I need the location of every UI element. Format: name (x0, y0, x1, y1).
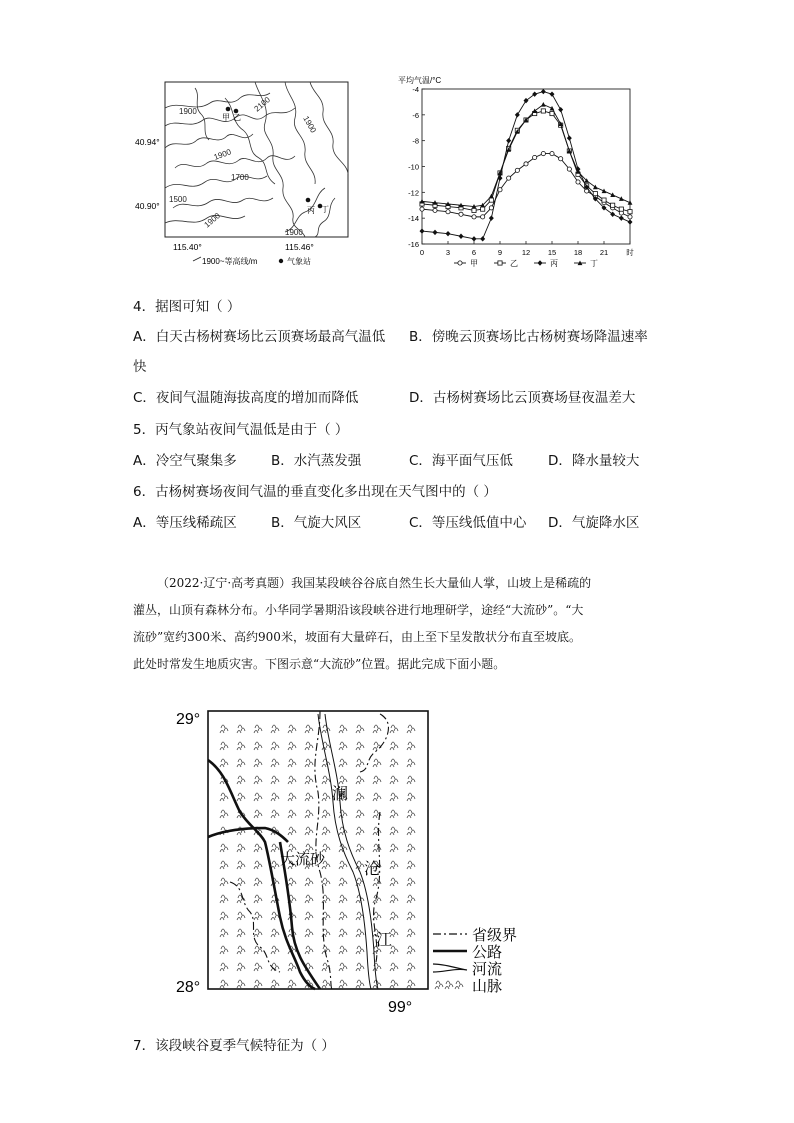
q6-option-c[interactable]: C．等压线低值中心 (409, 515, 527, 531)
mountain-icon (288, 963, 296, 971)
x-tick-label: 时 (626, 248, 634, 257)
mountain-icon (254, 844, 262, 852)
mountain-icon (407, 827, 415, 835)
mountain-icon (390, 912, 398, 920)
data-point (459, 212, 463, 216)
data-point (576, 180, 580, 184)
q5-option-a[interactable]: A．冷空气聚集多 (133, 453, 237, 469)
lat-label-2: 40.90° (135, 201, 160, 211)
legend-station-dot (279, 259, 283, 263)
mountain-icon (288, 980, 296, 988)
lon-label-2: 115.46° (285, 242, 314, 252)
mountain-icon (271, 725, 279, 733)
mountain-icon (271, 861, 279, 869)
legend-contour: 1900~等高线/m (202, 257, 258, 266)
mountain-icon (373, 742, 381, 750)
mountain-icon (339, 861, 347, 869)
mountain-icon (254, 895, 262, 903)
mountain-icon (407, 963, 415, 971)
mountain-icon (271, 929, 279, 937)
data-point (481, 207, 485, 211)
mountain-icon (356, 827, 364, 835)
station-jia-label: 甲 (222, 113, 230, 122)
q4-option-a[interactable]: A．白天古杨树赛场比云顶赛场最高气温低 (133, 329, 386, 345)
river-char: 江 (376, 932, 393, 949)
data-point (489, 198, 493, 202)
mountain-icon (271, 912, 279, 920)
mountain-icon (407, 776, 415, 784)
mountain-icon (356, 946, 364, 954)
mountain-icon (373, 725, 381, 733)
mountain-icon (220, 980, 228, 988)
legend-station: 气象站 (287, 257, 311, 266)
mountain-icon (288, 878, 296, 886)
mountain-icon (254, 759, 262, 767)
mountain-icon (305, 742, 313, 750)
mountain-icon (356, 793, 364, 801)
data-point (550, 151, 554, 155)
mountain-icon (390, 810, 398, 818)
mountain-icon (339, 759, 347, 767)
y-tick-label: -8 (412, 136, 419, 146)
data-point (532, 91, 537, 96)
river-char: 沧 (364, 861, 381, 878)
mountain-icon (356, 776, 364, 784)
y-tick-label: -14 (408, 214, 419, 224)
legend-mountain-symbol (435, 981, 463, 989)
station-yi-label: 乙 (233, 113, 241, 122)
mountain-icon (288, 810, 296, 818)
data-point (550, 91, 555, 96)
mountain-icon (220, 929, 228, 937)
mountain-icon (271, 742, 279, 750)
mountain-icon (254, 776, 262, 784)
mountain-icon (237, 946, 245, 954)
mountain-icon (322, 725, 330, 733)
mountain-icon (322, 980, 330, 988)
data-point (567, 167, 571, 171)
mountain-icon (373, 827, 381, 835)
mountain-icon (322, 776, 330, 784)
mountain-icon (254, 793, 262, 801)
q6-stem: 6．古杨树赛场夜间气温的垂直变化多出现在天气图中的（ ） (133, 484, 497, 500)
province-border (360, 714, 388, 772)
contour-label: 1900 (202, 211, 222, 230)
mountain-icon (356, 759, 364, 767)
mountain-icon (390, 776, 398, 784)
q5-stem: 5．丙气象站夜间气温低是由于（ ） (133, 422, 349, 438)
mountain-icon (407, 742, 415, 750)
x-tick-label: 0 (419, 248, 425, 257)
mountain-icon (356, 844, 364, 852)
mountain-icon (356, 861, 364, 869)
mountain-icon (305, 827, 313, 835)
mountain-icon (220, 878, 228, 886)
mountain-icon (407, 946, 415, 954)
mountain-icon (305, 725, 313, 733)
mountain-icon (407, 980, 415, 988)
series-line (422, 111, 630, 212)
mountain-icon (322, 878, 330, 886)
mountain-icon (220, 844, 228, 852)
contour-label: 1700 (231, 173, 249, 182)
mountain-icon (237, 878, 245, 886)
mountain-icon (220, 810, 228, 818)
data-point (506, 138, 511, 143)
mountain-icon (339, 742, 347, 750)
mountain-icon (271, 946, 279, 954)
y-tick-label: -10 (408, 162, 419, 172)
legend-label: 丙 (550, 259, 558, 268)
mountain-icon (271, 793, 279, 801)
legend-border-label: 省级界 (472, 927, 518, 944)
q6-option-d[interactable]: D．气旋降水区 (548, 515, 640, 531)
legend-label: 乙 (510, 259, 518, 268)
mountain-icon (407, 929, 415, 937)
mountain-icon (356, 742, 364, 750)
lon-label-1: 115.40° (173, 242, 202, 252)
mountain-icon (390, 793, 398, 801)
mountain-icon (373, 844, 381, 852)
station-jia-dot (226, 107, 231, 112)
q7-stem: 7．该段峡谷夏季气候特征为（ ） (133, 1038, 335, 1054)
mountain-icon (390, 980, 398, 988)
mountain-icon (254, 980, 262, 988)
mountain-icon (390, 895, 398, 903)
legend-marker (538, 260, 543, 265)
station-bing-dot (306, 198, 311, 203)
data-point (559, 157, 563, 161)
mountain-icon (407, 759, 415, 767)
mountain-icon (407, 844, 415, 852)
station-bing-label: 丙 (307, 206, 315, 215)
data-point (498, 188, 502, 192)
mountain-icon (390, 827, 398, 835)
mountain-icon (339, 878, 347, 886)
data-point (446, 231, 451, 236)
mountain-icon (305, 895, 313, 903)
legend-road-label: 公路 (472, 944, 503, 961)
mountain-icon (356, 963, 364, 971)
passage-line: 流砂”宽约300米、高约900米，坡面有大量碎石，由上至下呈发散状分布直至坡底。 (133, 630, 581, 644)
data-point (433, 208, 437, 212)
data-point (433, 230, 438, 235)
mountain-icon (356, 725, 364, 733)
mountain-icon (288, 725, 296, 733)
legend-marker (498, 261, 502, 265)
plot-frame (422, 89, 630, 244)
data-point (567, 135, 572, 140)
mountain-icon (305, 759, 313, 767)
mountain-icon (356, 929, 364, 937)
mountain-icon (373, 793, 381, 801)
q4-stem: 4．据图可知（ ） (133, 299, 241, 315)
q4-option-b-continued: 快 (133, 359, 147, 375)
data-point (507, 176, 511, 180)
x-tick-label: 3 (445, 248, 451, 257)
mountain-icon (237, 776, 245, 784)
data-point (533, 155, 537, 159)
data-point (611, 203, 615, 207)
mountain-icon (271, 980, 279, 988)
mountain-icon (407, 725, 415, 733)
data-point (610, 192, 615, 197)
data-point (602, 198, 606, 202)
mountain-icon (356, 980, 364, 988)
mountain-icon (220, 963, 228, 971)
mountain-icon (407, 912, 415, 920)
mountain-icon (305, 878, 313, 886)
y-tick-label: -4 (412, 85, 419, 94)
legend-river-label: 河流 (472, 961, 503, 978)
data-point (610, 212, 615, 217)
data-point (472, 236, 477, 241)
data-point (619, 196, 624, 201)
contour-label: 1900 (285, 228, 303, 237)
mountain-icon (339, 810, 347, 818)
mountain-icon (254, 725, 262, 733)
river-char: 澜 (332, 786, 349, 803)
x-tick-label: 6 (471, 248, 477, 257)
mountain-icon (271, 810, 279, 818)
data-point (420, 207, 424, 211)
q6-option-b[interactable]: B．气旋大风区 (271, 515, 362, 531)
contour-label: 2100 (252, 95, 272, 114)
mountain-icon (237, 844, 245, 852)
mountain-icon (237, 895, 245, 903)
mountain-icon (305, 912, 313, 920)
mountain-icon (254, 810, 262, 818)
legend-label: 丁 (590, 259, 598, 268)
data-point (602, 189, 607, 194)
mountain-icon (305, 810, 313, 818)
mountain-icon (254, 912, 262, 920)
data-point (541, 102, 546, 107)
series-丁 (420, 102, 633, 209)
data-point (515, 168, 519, 172)
mountain-icon (339, 912, 347, 920)
mountain-icon (373, 776, 381, 784)
passage-line: （2022·辽宁·高考真题）我国某段峡谷谷底自然生长大量仙人掌，山坡上是稀疏的 (157, 576, 592, 590)
x-tick-label: 21 (599, 248, 609, 257)
mountain-icon (305, 776, 313, 784)
data-point (619, 207, 623, 211)
q6-option-a[interactable]: A．等压线稀疏区 (133, 515, 237, 531)
data-point (515, 112, 520, 117)
x-tick-label: 18 (573, 248, 583, 257)
y-tick-label: -6 (412, 110, 419, 120)
mountain-icon (322, 793, 330, 801)
mountain-icon (288, 776, 296, 784)
contour-label: 1900 (301, 114, 318, 135)
mountain-icon (407, 793, 415, 801)
mountain-icon (237, 861, 245, 869)
mountain-icon (407, 810, 415, 818)
q4-option-d[interactable]: D．古杨树赛场比云顶赛场昼夜温差大 (409, 390, 636, 406)
q5-option-b[interactable]: B．水汽蒸发强 (271, 453, 362, 469)
passage (133, 570, 663, 678)
legend-river-symbol (433, 964, 467, 972)
mountain-icon (339, 725, 347, 733)
data-point (459, 234, 464, 239)
mountain-icon (288, 793, 296, 801)
mountain-icon (220, 742, 228, 750)
mountain-icon (322, 810, 330, 818)
data-point (550, 111, 554, 115)
station-ding-label: 丁 (321, 205, 329, 214)
lat-bottom-label: 28° (176, 979, 201, 996)
data-point (489, 215, 494, 220)
mountain-icon (271, 759, 279, 767)
data-point (628, 200, 633, 205)
mountain-icon (373, 963, 381, 971)
x-tick-label: 12 (521, 248, 531, 257)
passage-line: 此处时常发生地质灾害。下图示意“大流砂”位置。据此完成下面小题。 (133, 657, 506, 671)
data-point (420, 228, 425, 233)
legend-marker (458, 261, 462, 265)
mountain-icon (237, 980, 245, 988)
mountain-icon (254, 742, 262, 750)
data-point (541, 89, 546, 94)
data-point (619, 215, 624, 220)
data-point (541, 151, 545, 155)
temperature-chart (392, 72, 642, 272)
mountain-icon (220, 861, 228, 869)
chart-ylabel: 平均气温/°C (398, 76, 442, 85)
mountain-icon (220, 759, 228, 767)
mountain-icon (407, 878, 415, 886)
series-乙 (420, 109, 632, 214)
mountain-icon (390, 963, 398, 971)
data-point (593, 192, 597, 196)
sand-label: 大流砂 (280, 851, 326, 868)
mountain-icon (237, 963, 245, 971)
mountain-icon (237, 929, 245, 937)
mountain-icon (339, 929, 347, 937)
mountain-icon (220, 912, 228, 920)
q5-option-d[interactable]: D．降水量较大 (548, 453, 640, 469)
mountain-icon (220, 895, 228, 903)
legend-label: 甲 (470, 259, 478, 268)
data-point (524, 162, 528, 166)
mountain-icon (288, 827, 296, 835)
mountain-icon (390, 725, 398, 733)
mountain-icon (390, 878, 398, 886)
x-tick-label: 15 (547, 248, 557, 257)
mountain-icon (271, 776, 279, 784)
mountain-icon (220, 946, 228, 954)
mountain-icon (407, 861, 415, 869)
y-tick-label: -16 (408, 240, 419, 249)
canyon-map (170, 702, 540, 1022)
data-point (480, 236, 485, 241)
q5-option-c[interactable]: C．海平面气压低 (409, 453, 513, 469)
q4-option-c[interactable]: C．夜间气温随海拔高度的增加而降低 (133, 390, 359, 406)
legend-mountain-label: 山脉 (472, 978, 503, 995)
mountain-icon (390, 861, 398, 869)
data-point (628, 210, 632, 214)
passage-line: 灌丛，山顶有森林分布。小华同学暑期沿该段峡谷进行地理研学，途经“大流砂”。“大 (133, 603, 584, 617)
legend-contour-line (193, 257, 201, 261)
mountain-icon (237, 793, 245, 801)
mountain-icon (254, 929, 262, 937)
data-point (446, 210, 450, 214)
mountain-icon (339, 776, 347, 784)
data-point (472, 215, 476, 219)
mountain-icon (339, 946, 347, 954)
data-point (558, 107, 563, 112)
y-tick-label: -12 (408, 188, 419, 198)
contour-map (135, 78, 355, 270)
mountain-icon (288, 759, 296, 767)
mountain-icon (237, 742, 245, 750)
mountain-icon (237, 912, 245, 920)
x-tick-label: 9 (497, 248, 503, 257)
mountain-icon (390, 844, 398, 852)
lon-label: 99° (388, 999, 413, 1016)
mountain-icon (339, 895, 347, 903)
mountain-icon (254, 861, 262, 869)
mountain-icon (407, 895, 415, 903)
river (325, 714, 381, 989)
data-point (541, 109, 545, 113)
mountain-icon (339, 980, 347, 988)
contour-label: 1900 (212, 147, 233, 162)
data-point (628, 215, 632, 219)
mountain-icon (254, 963, 262, 971)
series-甲 (420, 151, 632, 218)
data-point (628, 219, 633, 224)
mountain-icon (390, 759, 398, 767)
mountain-icon (390, 742, 398, 750)
mountain-icon (305, 946, 313, 954)
mountain-icon (237, 725, 245, 733)
mountain-icon (237, 759, 245, 767)
mountain-icon (288, 742, 296, 750)
contour-label: 1500 (169, 195, 187, 204)
lat-label-1: 40.94° (135, 137, 160, 147)
mountain-icon (305, 929, 313, 937)
mountain-icon (373, 759, 381, 767)
q4-option-b[interactable]: B．傍晚云顶赛场比古杨树赛场降温速率 (409, 329, 648, 345)
mountain-icon (220, 725, 228, 733)
province-border (230, 882, 280, 972)
mountain-icon (254, 878, 262, 886)
mountain-icon (322, 827, 330, 835)
data-point (481, 215, 485, 219)
contour-label: 1900 (179, 107, 197, 116)
data-point (472, 208, 476, 212)
data-point (550, 106, 555, 111)
mountain-icon (305, 793, 313, 801)
data-point (524, 98, 529, 103)
lat-top-label: 29° (176, 711, 201, 728)
mountain-icon (271, 844, 279, 852)
mountain-icon (339, 827, 347, 835)
mountain-icon (220, 793, 228, 801)
mountain-icon (339, 963, 347, 971)
mountain-icon (356, 810, 364, 818)
